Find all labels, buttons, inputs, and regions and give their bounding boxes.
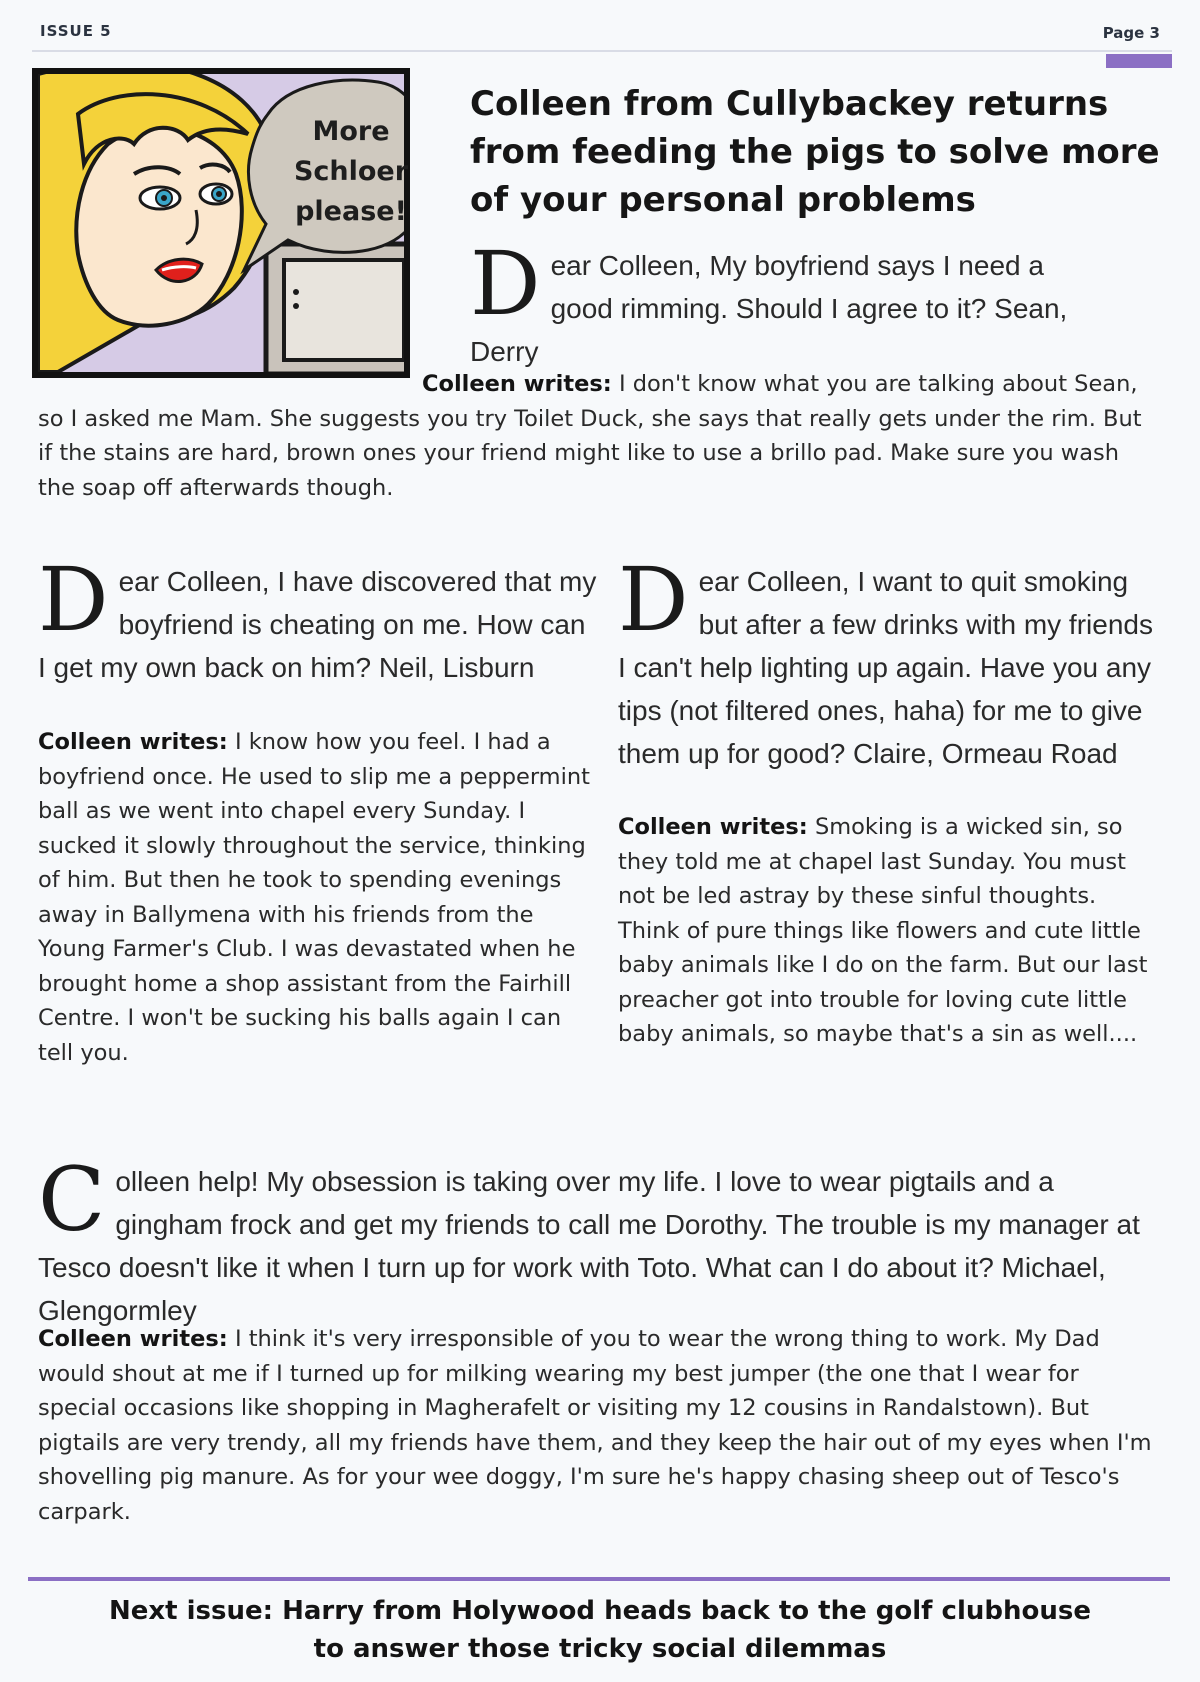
letter-answer: [618, 810, 1163, 1052]
speech-line: More: [312, 116, 390, 147]
letter-question: [470, 232, 1110, 373]
letter-answer: [38, 367, 1158, 505]
header-divider: [32, 50, 1172, 52]
letter-question: [38, 548, 598, 689]
question-text: ear Colleen, I want to quit smoking but after a few drinks with my friends I can't help lighting up again. Have you any tips (not filtered ones, haha) for me to give them up for good? Claire, Ormeau Road: [618, 566, 1153, 769]
drop-cap: D: [38, 548, 109, 651]
letter-answer: [38, 725, 598, 1070]
drop-cap: C: [38, 1148, 106, 1251]
question-text: ear Colleen, I have discovered that my boyfriend is cheating on me. How can I get my own back on him? Neil, Lisburn: [38, 566, 597, 683]
speech-line: Schloer: [293, 156, 409, 187]
answer-label: Colleen writes:: [618, 814, 808, 840]
answer-text: Smoking is a wicked sin, so they told me at chapel last Sunday. You must not be led astray by these sinful thoughts. Think of pure things like flowers and cute little baby animals like I do on the farm. But our last preacher got into trouble for loving cute little baby animals, so maybe that's a sin as well....: [618, 814, 1148, 1047]
article-headline: Colleen from Cullybackey returns from feeding the pigs to solve more of your personal problems: [470, 84, 1160, 220]
footer-divider: [28, 1577, 1170, 1581]
answer-label: Colleen writes:: [38, 729, 228, 755]
drop-cap: D: [618, 548, 689, 651]
letter-answer: [38, 1322, 1158, 1529]
header-accent-bar: [1106, 54, 1172, 68]
letter-question: [38, 1148, 1158, 1332]
letter-question: [618, 548, 1163, 775]
question-text: olleen help! My obsession is taking over my life. I love to wear pigtails and a gingham frock and get my friends to call me Dorothy. The trouble is my manager at Tesco doesn't like it when I turn up for work with Toto. What can I do about it? Michael, Glengormley: [38, 1166, 1140, 1326]
drop-cap: D: [470, 232, 541, 335]
monitor-shape: [266, 244, 404, 372]
issue-number: ISSUE 5: [40, 22, 112, 40]
answer-text: I don't know what you are talking about Sean, so I asked me Mam. She suggests you try Toilet Duck, she says that really gets under the rim. But if the stains are hard, brown ones your friend might like to use a brillo pad. Make sure you wash the soap off afterwards though.: [38, 371, 1142, 501]
answer-label: Colleen writes:: [422, 371, 612, 397]
answer-text: I think it's very irresponsible of you to wear the wrong thing to work. My Dad would shout at me if I turned up for milking wearing my best jumper (the one that I wear for special occasions like shopping in Magherafelt or visiting my 12 cousins in Randalstown). But pigtails are very trendy, all my friends have them, and they keep the hair out of my eyes when I'm shovelling pig manure. As for your wee doggy, I'm sure he's happy chasing sheep out of Tesco's carpark.: [38, 1326, 1152, 1525]
answer-label: Colleen writes:: [38, 1326, 228, 1352]
answer-text: I know how you feel. I had a boyfriend once. He used to slip me a peppermint ball as we went into chapel every Sunday. I sucked it slowly throughout the service, thinking of him. But then he took to spending evenings away in Ballymena with his friends from the Young Farmer's Club. I was devastated when he brought home a shop assistant from the Fairhill Centre. I won't be sucking his balls again I can tell you.: [38, 729, 590, 1066]
question-text: ear Colleen, My boyfriend says I need a good rimming. Should I agree to it? Sean, Derry: [470, 250, 1068, 367]
page-number: Page 3: [1102, 24, 1160, 42]
next-issue-teaser: Next issue: Harry from Holywood heads back to the golf clubhouse to answer those tricky social dilemmas: [109, 1596, 1091, 1664]
speech-bubble-text: [276, 112, 426, 232]
speech-line: please!: [295, 196, 407, 227]
